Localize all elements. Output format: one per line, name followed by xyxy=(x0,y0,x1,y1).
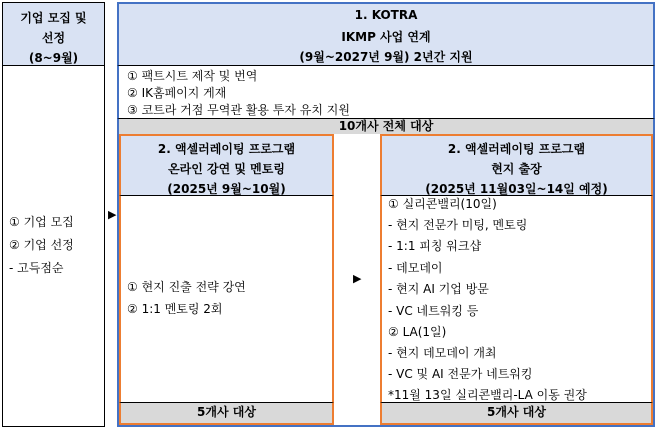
online-program-title: 2. 액셀러레이팅 프로그램 xyxy=(157,142,296,156)
field-program-title: 2. 액셀러레이팅 프로그램 xyxy=(447,142,586,156)
field-program-period: (2025년 11월03일~14일 예정) xyxy=(425,182,608,196)
kotra-subtitle: IKMP 사업 연계 xyxy=(341,30,431,44)
field-item-8: - 현지 데모데이 개최 xyxy=(388,346,497,360)
recruit-header-period: (8~9월) xyxy=(28,51,79,65)
recruit-item-3: - 고득점순 xyxy=(9,261,64,275)
field-item-5: - 현지 AI 기업 방문 xyxy=(388,282,489,296)
kotra-footer: 10개사 전체 대상 xyxy=(117,118,655,134)
field-item-9: - VC 및 AI 전문가 네트워킹 xyxy=(388,367,533,381)
online-program-footer: 5개사 대상 xyxy=(119,402,334,425)
recruit-item-1: ① 기업 모집 xyxy=(9,215,74,229)
field-item-note: *11월 13일 실리콘밸리-LA 이동 권장 xyxy=(388,388,587,402)
kotra-body-cell xyxy=(117,66,655,118)
online-program-body xyxy=(119,196,334,402)
kotra-item-2: ② IK홈페이지 게재 xyxy=(127,86,227,100)
recruit-body-cell xyxy=(2,65,105,427)
arrow-right-icon: ▶ xyxy=(108,208,117,221)
online-program-header xyxy=(119,134,334,196)
kotra-header-cell xyxy=(117,2,655,66)
field-program-body xyxy=(380,196,653,402)
online-item-2: ② 1:1 멘토링 2회 xyxy=(127,302,223,316)
field-item-2: - 현지 전문가 미팅, 멘토링 xyxy=(388,218,528,232)
online-program-subtitle: 온라인 강연 및 멘토링 xyxy=(168,162,285,176)
field-item-4: - 데모데이 xyxy=(388,261,443,275)
recruit-header-line1: 기업 모집 및 xyxy=(20,11,87,25)
arrow-right-icon-middle: ▶ xyxy=(353,272,362,285)
kotra-item-1: ① 팩트시트 제작 및 번역 xyxy=(127,69,258,83)
recruit-item-2: ② 기업 선정 xyxy=(9,238,74,252)
outer-right-border xyxy=(653,134,655,427)
field-item-1: ① 실리콘밸리(10일) xyxy=(388,197,497,211)
kotra-period: (9월~2027년 9월) 2년간 지원 xyxy=(299,50,473,64)
kotra-title: 1. KOTRA xyxy=(354,8,418,22)
field-item-3: - 1:1 피칭 워크샵 xyxy=(388,239,482,253)
field-program-header xyxy=(380,134,653,196)
online-program-period: (2025년 9월~10월) xyxy=(167,182,286,196)
field-program-subtitle: 현지 출장 xyxy=(491,162,542,176)
outer-bottom-border xyxy=(117,425,655,427)
field-item-7: ② LA(1일) xyxy=(388,325,447,339)
recruit-header-line2: 선정 xyxy=(41,31,66,45)
recruit-header-cell xyxy=(2,2,105,66)
field-item-6: - VC 네트워킹 등 xyxy=(388,304,479,318)
kotra-item-3: ③ 코트라 거점 무역관 활용 투자 유치 지원 xyxy=(127,103,350,117)
online-item-1: ① 현지 진출 전략 강연 xyxy=(127,280,246,294)
field-program-footer: 5개사 대상 xyxy=(380,402,653,425)
